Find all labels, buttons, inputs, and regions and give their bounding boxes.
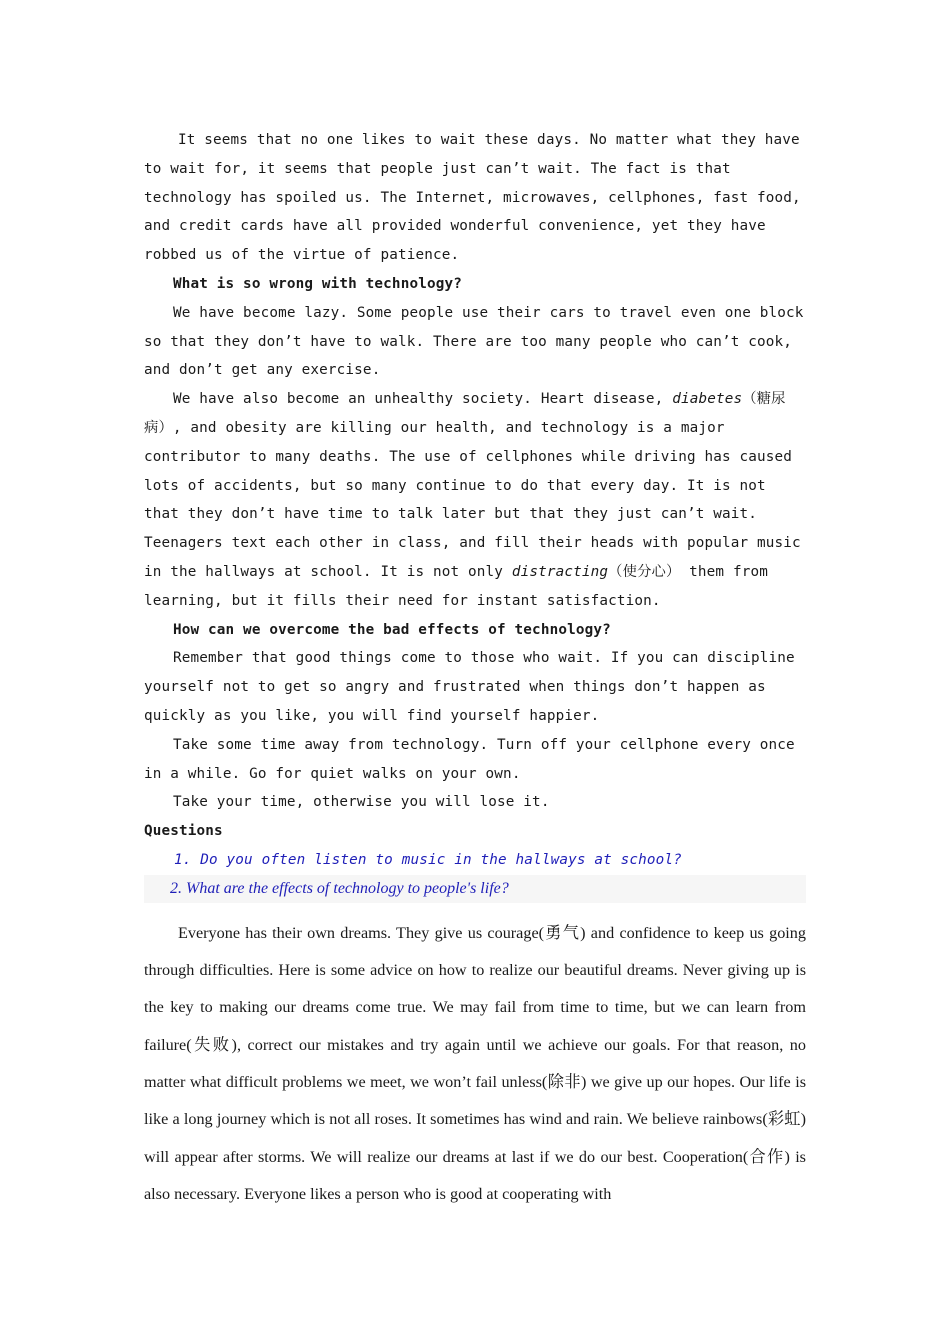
passage-dreams bbox=[144, 915, 806, 1213]
question-2: 2. What are the effects of technology to people's life? bbox=[144, 875, 806, 903]
paragraph-take-your-time: Take your time, otherwise you will lose it. bbox=[173, 794, 550, 811]
section-heading-overcome: How can we overcome the bad effects of technology? bbox=[173, 621, 611, 638]
paragraph-unhealthy bbox=[144, 385, 806, 615]
paragraph-unhealthy-part2: （糖尿病）, and obesity are killing our health, and technology is a major contributor to many deaths. The use of cellphones while driving has caused lots of accidents, but so many continue to do that every day. It is not that they don’t have time to talk later but that they just can’t wait. Teenagers text each other in class, and fill their heads with popular music in the hallways at school. It is not only bbox=[144, 391, 801, 580]
word-diabetes: diabetes bbox=[672, 391, 743, 408]
question-1: 1. Do you often listen to music in the hallways at school? bbox=[174, 851, 682, 868]
paragraph-unhealthy-part3: （使分心） them from learning, but it fills their need for instant satisfaction. bbox=[144, 563, 768, 609]
paragraph-intro: It seems that no one likes to wait these days. No matter what they have to wait for, it seems that people just can’t wait. The fact is that technology has spoiled us. The Internet, microwaves, cellphones, fast food, and credit cards have all provided wonderful convenience, yet they have robbed us of the virtue of patience. bbox=[144, 132, 801, 264]
questions-heading: Questions bbox=[144, 823, 223, 840]
paragraph-take-time-away: Take some time away from technology. Turn off your cellphone every once in a while. Go for quiet walks on your own. bbox=[144, 736, 795, 782]
document-page bbox=[144, 126, 806, 1213]
paragraph-unhealthy-part1: We have also become an unhealthy society. Heart disease, bbox=[173, 391, 673, 408]
word-distracting: distracting bbox=[511, 563, 609, 580]
passage-technology bbox=[144, 126, 806, 903]
section-heading-wrong: What is so wrong with technology? bbox=[173, 275, 462, 292]
paragraph-dreams: Everyone has their own dreams. They give us courage(勇气) and confidence to keep us going through difficulties. Here is some advice on how to realize our beautiful dreams. Never giving up is the key to making our dreams come true. We may fail from time to time, but we can learn from failure(失败), correct our mistakes and try again until we achieve our goals. For that reason, no matter what difficult problems we meet, we won’t fail unless(除非) we give up our hopes. Our life is like a long journey which is not all roses. It sometimes has wind and rain. We believe rainbows(彩虹) will appear after storms. We will realize our dreams at last if we do our best. Cooperation(合作) is also necessary. Everyone likes a person who is good at cooperating with bbox=[144, 923, 806, 1203]
paragraph-lazy: We have become lazy. Some people use their cars to travel even one block so that they don’t have to walk. There are too many people who can’t cook, and don’t get any exercise. bbox=[144, 304, 804, 379]
paragraph-remember: Remember that good things come to those who wait. If you can discipline yourself not to get so angry and frustrated when things don’t happen as quickly as you like, you will find yourself happier. bbox=[144, 650, 795, 724]
